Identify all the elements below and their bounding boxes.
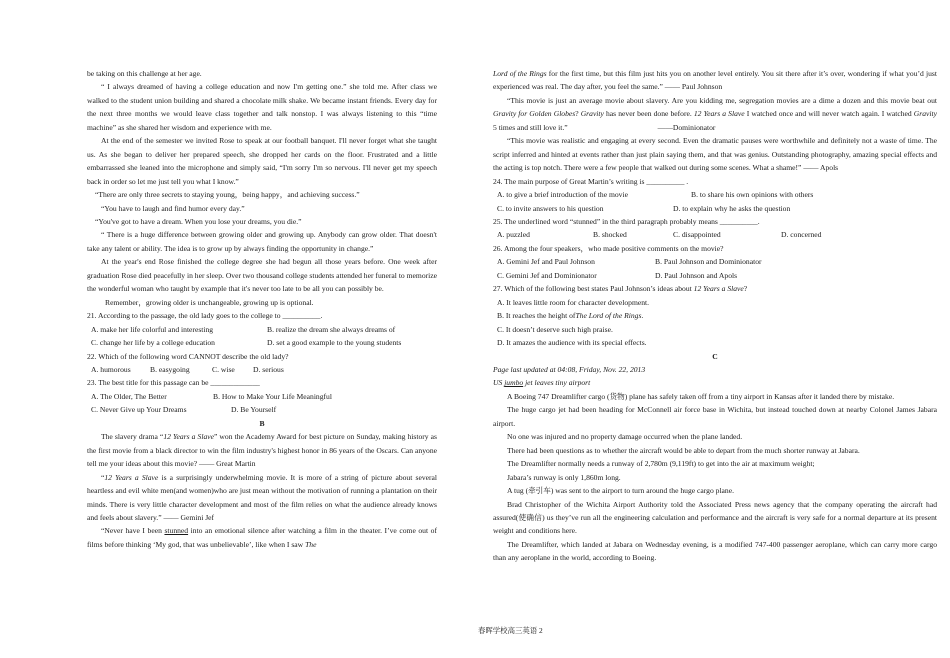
options <box>87 403 437 416</box>
options <box>493 188 937 201</box>
options <box>87 363 437 376</box>
options <box>493 228 937 241</box>
option-c: C. wise <box>212 364 235 374</box>
paragraph: At the end of the semester we invited Rose to speak at our football banquet. I'll never forget what she taught us. As she began to deliver her prepared speech, she dropped her cards on the floor. Frustrated and a little embarrassed she leaned into the microphone and simply said, “I'm sorry I'm so nervous. I'll never get my speech back in order so let me just tell you what I know.” <box>87 136 437 186</box>
paragraph: The huge cargo jet had been heading for McConnell air force base in Wichita, but instead touched down at nearby Colonel James Jabara airport. <box>493 405 937 428</box>
paragraph: be taking on this challenge at her age. <box>87 69 202 78</box>
paragraph: The Dreamlifter normally needs a runway of 2,780m (9,119ft) to get into the air at maximum weight; <box>507 459 815 469</box>
option-c: C. disappointed <box>673 230 721 240</box>
underlined-word: jumbo <box>504 378 524 388</box>
paragraph: Lord of the Rings for the first time, but this film just hits you on another level entirely. You sit there after it’s over, wondering if what you’d just experienced was real. The day after, you feel the same.” —— Paul Johnson <box>493 69 937 92</box>
underlined-word: stunned <box>164 526 189 536</box>
option-d: D. Paul Johnson and Apols <box>655 270 738 280</box>
option-a: A. Gemini Jef and Paul Johnson <box>497 257 595 267</box>
page-footer: 春晖学校高三英语 2 <box>478 626 543 635</box>
option-d: D. to explain why he asks the question <box>673 203 791 213</box>
option-c: C. Never Give up Your Dreams <box>91 405 187 415</box>
paragraph: Jabara’s runway is only 1,860m long. <box>507 472 621 482</box>
question-26: 26. Among the four speakers，who made positive comments on the movie? <box>493 243 724 253</box>
options <box>87 336 437 349</box>
paragraph: At the year's end Rose finished the college degree she had begun all those years before. One week after graduation Rose died peacefully in her sleep. Over two thousand college students attended her funeral to memorize the wonderful woman who taught by example that it's never too late to be all you can possibly be. <box>87 257 437 294</box>
question-23: 23. The best title for this passage can be _____________ <box>87 378 260 388</box>
paragraph: “ I always dreamed of having a college education and now I'm getting one.” she told me. After class we walked to the student union building and shared a chocolate milk shake. We became instant friends. Every day for the next three months we would leave class together and talk nonstop. I was always listening to this “time machine” as she shared her wisdom and experience with me. <box>87 82 437 132</box>
paragraph: Brad Christopher of the Wichita Airport Authority told the Associated Press news agency that the company operating the aircraft had assured(使确信) us they’ve run all the engineering calculation and performance and the aircraft is very safe for a normal departure at its present weight and conditions here. <box>493 499 937 536</box>
option-c: C. Gemini Jef and Dominionator <box>497 270 597 280</box>
option-c: C. change her life by a college education <box>91 338 215 348</box>
option-a: A. puzzled <box>497 230 530 240</box>
paragraph: There had been questions as to whether the aircraft would be able to depart from the much shorter runway at Jabara. <box>507 445 860 455</box>
options <box>493 202 937 215</box>
option-d: D. concerned <box>781 230 822 240</box>
option-d: D. Be Yourself <box>231 405 277 415</box>
article-headline: US jumbo jet leaves tiny airport <box>493 378 591 388</box>
options <box>87 390 437 403</box>
option-a: A. to give a brief introduction of the movie <box>497 190 628 200</box>
paragraph: “You have to laugh and find humor every day.” <box>101 203 245 213</box>
option-c: C. It doesn’t deserve such high praise. <box>497 324 613 334</box>
paragraph: A tug (牵引车) was sent to the airport to turn around the huge cargo plane. <box>507 486 734 496</box>
question-24: 24. The main purpose of Great Martin’s writing is __________ . <box>493 176 689 186</box>
right-column <box>493 67 937 565</box>
paragraph: The Dreamlifter, which landed at Jabara on Wednesday evening, is a modified 747-400 passenger aeroplane, which can carry more cargo than any aeroplane in the world, according to Boeing. <box>493 539 937 563</box>
option-b: B. shocked <box>593 230 627 240</box>
question-22: 22. Which of the following word CANNOT describe the old lady? <box>87 351 289 361</box>
paragraph: “ There is a huge difference between growing older and growing up. Anybody can grow older. That doesn't take any talent or ability. The idea is to grow up by always finding the opportunity in change.” <box>87 230 437 253</box>
option-b: B. Paul Johnson and Dominionator <box>655 257 762 267</box>
options <box>493 269 937 282</box>
paragraph: The slavery drama “12 Years a Slave” won the Academy Award for best picture on Sunday, making history as the first movie from a black director to win the film industry's highest honor in 86 years of the Oscars. Can anyone tell me your ideas about this movie? —— Great Martin <box>87 432 437 469</box>
option-a: A. It leaves little room for character development. <box>497 297 650 307</box>
option-b: B. to share his own opinions with others <box>691 190 814 200</box>
question-25: 25. The underlined word “stunned” in the third paragraph probably means __________. <box>493 216 760 226</box>
option-b: B. How to Make Your Life Meaningful <box>213 391 332 401</box>
section-heading-b: B <box>259 418 265 428</box>
paragraph: No one was injured and no property damage occurred when the plane landed. <box>507 432 743 442</box>
option-a: A. make her life colorful and interesting <box>91 324 214 334</box>
question-27: 27. Which of the following best states Paul Johnson’s ideas about 12 Years a Slave? <box>493 284 748 294</box>
option-a: A. The Older, The Better <box>91 391 167 401</box>
paragraph: “There are only three secrets to staying young，being happy，and achieving success.” <box>95 190 360 200</box>
paragraph: “Never have I been stunned into an emotional silence after watching a film in the theater. I’ve come out of films before thinking ‘My god, that was unbelievable’, like when I saw The <box>87 526 437 549</box>
option-a: A. humorous <box>91 364 131 374</box>
paragraph: “12 Years a Slave is a surprisingly underwhelming movie. It is more of a string of picture about several heartless and evil white men(and women)who are just mean without the motivation of running a plantation on their minds. There is very little character development and most of the film relies on what the audience already knows and feels about slavery.” —— Gemini Jef <box>87 472 437 522</box>
option-d: D. set a good example to the young students <box>267 338 402 348</box>
options <box>493 255 937 268</box>
option-b: B. easygoing <box>150 364 190 374</box>
option-b: B. It reaches the height ofThe Lord of the Rings. <box>497 311 644 321</box>
paragraph: “This movie was realistic and engaging at every second. Even the dramatic pauses were worthwhile and definitely not a waste of time. The script inferred and hinted at events rather than just plain saying them, and that was genius. Outstanding photography, amazing special effects and the acting is top notch. There were a few people that walked out during some scenes. What a shame!” —— Apols <box>493 136 937 173</box>
left-column <box>87 67 437 551</box>
section-heading-c: C <box>712 351 718 361</box>
option-c: C. to invite answers to his question <box>497 203 604 213</box>
updated-line: Page last updated at 04:08, Friday, Nov. 22, 2013 <box>493 364 646 374</box>
option-b: B. realize the dream she always dreams of <box>267 324 396 334</box>
question-21: 21. According to the passage, the old lady goes to the college to __________. <box>87 311 323 321</box>
paragraph: “This movie is just an average movie about slavery. Are you kidding me, segregation movies are a dime a dozen and this movie beat out Gravity for Golden Globes? Gravity has never been done before. 12 Years a Slave I watched once and will never watch again. I watched Gravity 5 times and still love it.” ——Dominionator <box>493 95 937 132</box>
option-d: D. It amazes the audience with its special effects. <box>497 338 647 348</box>
paragraph: Remember，growing older is unchangeable, growing up is optional. <box>105 297 314 307</box>
paragraph: “You've got to have a dream. When you lose your dreams, you die.” <box>95 216 302 226</box>
paragraph: A Boeing 747 Dreamlifter cargo (货物) plane has safely taken off from a tiny airport in Kansas after it landed there by mistake. <box>507 391 895 401</box>
options <box>87 323 437 336</box>
option-d: D. serious <box>253 364 284 374</box>
